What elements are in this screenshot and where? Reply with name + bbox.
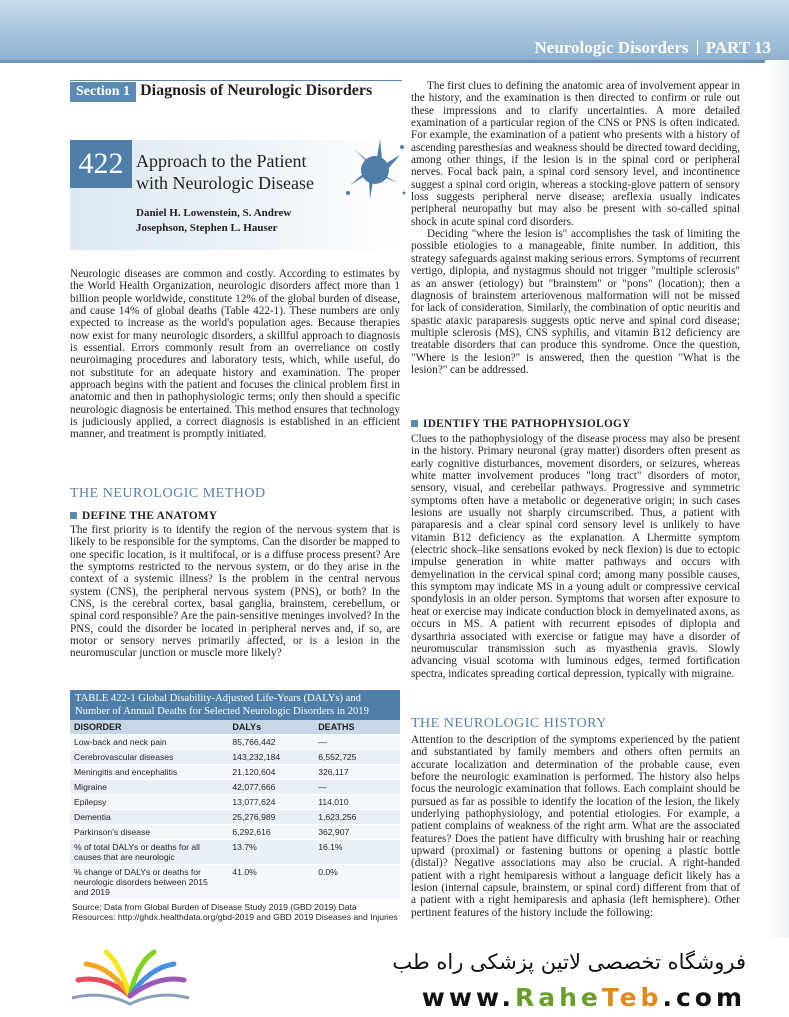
- cell-deaths: 16.1%: [314, 840, 400, 865]
- authors-line2: Josephson, Stephen L. Hauser: [136, 222, 278, 234]
- table-row: [70, 750, 400, 765]
- section-label: Section 1: [70, 82, 136, 102]
- cell-dalys: 42,077,666: [228, 780, 314, 795]
- col-header-deaths: DEATHS: [314, 720, 400, 735]
- chapter-title-line1: Approach to the Patient: [136, 151, 307, 171]
- cell-dalys: 21,120,604: [228, 765, 314, 780]
- page-header: [0, 0, 789, 60]
- table-row: [70, 780, 400, 795]
- cell-dalys: 6,292,616: [228, 825, 314, 840]
- chapter-title-line2: with Neurologic Disease: [136, 173, 314, 193]
- table-row: [70, 735, 400, 750]
- table-422-1: [70, 690, 400, 922]
- table-row: [70, 825, 400, 840]
- section-title: Diagnosis of Neurologic Disorders: [140, 82, 373, 99]
- anatomy-heading-text: DEFINE THE ANATOMY: [82, 510, 218, 522]
- cell-deaths: 6,552,725: [314, 750, 400, 765]
- table-row: [70, 840, 400, 865]
- cell-deaths: —: [314, 780, 400, 795]
- cell-dalys: 85,766,442: [228, 735, 314, 750]
- paragraph-where-lesion: Deciding "where the lesion is" accomplishes the task of limiting the possible etiologies to a manageable, finite number. In addition, this strategy safeguards against making serious errors. Symptoms of recurrent vertigo, diplopia, and nystagmus should not trigger "multiple sclerosis" as an answer (etiology) but "brainstem" or "pons" (location); then a diagnosis of brainstem arteriovenous malformation will not be missed for lack of consideration. Similarly, the combination of optic neuritis and spastic ataxic paraparesis suggests optic nerve and spinal cord disease; multiple sclerosis (MS), CNS syphilis, and vitamin B12 deficiency are treatable disorders that can produce this syndrome. Once the question, "Where is the lesion?" is answered, then the question "What is the lesion?" can be addressed.: [411, 228, 741, 376]
- running-header: [535, 38, 771, 58]
- anatomy-paragraph: The first priority is to identify the region of the nervous system that is likely to be responsible for the symptoms. Can the disorder be mapped to one specific location, is it multifocal, or is a diffuse process present? Are the symptoms restricted to the nervous system, or do they arise in the context of a systemic illness? Is the problem in the central nervous system (CNS), the peripheral nervous system (PNS), or both? In the CNS, is the cerebral cortex, basal ganglia, brainstem, cerebellum, or spinal cord responsible? Are the pain-sensitive meninges involved? In the PNS, could the disorder be located in peripheral nerves and, if so, are motor or sensory nerves primarily affected, or is a lesion in the neuromuscular junction or muscle more likely?: [70, 524, 400, 660]
- cell-dalys: 13,077,624: [228, 795, 314, 810]
- page-edge-shade: [765, 60, 789, 940]
- table-source-note: Source: Data from Global Burden of Disease Study 2019 (GBD 2019) Data Resources: http://ghdx.healthdata.org/gbd-2019 and GBD 2019 Diseases and Injuries: [72, 902, 398, 922]
- history-paragraph: Attention to the description of the symptoms experienced by the patient and substantiated by family members and others often permits an accurate localization and determination of the probable cause, even before the neurologic examination is performed. The history also helps focus the neurologic examination that follows. Each complaint should be pursued as far as possible to identify the location of the lesion, the likely underlying pathophysiology, and potential etiologies. For example, a patient complains of weakness of the right arm. What are the associated features? Does the patient have difficulty with brushing hair or reaching upward (proximal) or fastening buttons or opening a plastic bottle (distal)? Negative associations may also be crucial. A right-handed patient with a right hemiparesis without a language deficit likely has a lesion (internal capsule, brainstem, or spinal cord) different from that of a patient with a right hemiparesis and aphasia (left hemisphere). Other pertinent features of the history include the following:: [411, 734, 740, 919]
- history-heading: THE NEUROLOGIC HISTORY: [411, 716, 607, 731]
- cell-dalys: 41.0%: [228, 865, 314, 900]
- persian-store-name: فروشگاه تخصصی لاتین پزشکی راه طب: [392, 950, 746, 974]
- pathophysiology-paragraph: Clues to the pathophysiology of the disease process may also be present in the history. Primary neuronal (gray matter) disorders often present as early cognitive disturbances, movement disorders, or seizures, whereas white matter involvement produces "long tract" disorders of motor, sensory, visual, and cerebellar pathways. Progressive and symmetric symptoms often have a metabolic or degenerative origin; in such cases lesions are usually not sharply circumscribed. Thus, a patient with paraparesis and a clear spinal cord sensory level is unlikely to have vitamin B12 deficiency as the explanation. A Lhermitte symptom (electric shock–like sensations evoked by neck flexion) is due to ectopic impulse generation in white matter pathways and occurs with demyelination in the cervical spinal cord; among many possible causes, this symptom may indicate MS in a young adult or compressive cervical spondylosis in an older person. Symptoms that worsen after exposure to heat or exercise may indicate conduction block in demyelinated axons, as occurs in MS. A patient with recurrent episodes of diplopia and dysarthria associated with exercise or fatigue may have a disorder of neuromuscular transmission such as myasthenia gravis. Slowly advancing visual scotoma with luminous edges, termed fortification spectra, indicates spreading cortical depression, typically with migraine.: [411, 433, 740, 680]
- cell-disorder: Epilepsy: [70, 795, 228, 810]
- section-rule: [70, 80, 402, 81]
- cell-dalys: 13.7%: [228, 840, 314, 865]
- book-rainbow-logo: [68, 946, 193, 1010]
- url-prefix: www.: [421, 983, 515, 1012]
- anatomy-heading: [70, 510, 217, 522]
- url-teb: Teb: [601, 983, 663, 1012]
- cell-deaths: 1,623,256: [314, 810, 400, 825]
- url-suffix: .com: [662, 983, 746, 1012]
- cell-disorder: Low-back and neck pain: [70, 735, 228, 750]
- table-row: [70, 810, 400, 825]
- cell-disorder: Cerebrovascular diseases: [70, 750, 228, 765]
- cell-disorder: Meningitis and encephalitis: [70, 765, 228, 780]
- authors-line1: Daniel H. Lowenstein, S. Andrew: [136, 207, 292, 219]
- table-row: [70, 865, 400, 900]
- pathophysiology-heading: [411, 418, 631, 430]
- cell-dalys: 143,232,184: [228, 750, 314, 765]
- cell-disorder: Parkinson's disease: [70, 825, 228, 840]
- chapter-title: [136, 150, 314, 194]
- anatomy-paragraph-block: [70, 524, 400, 660]
- pathophysiology-block: [411, 433, 740, 680]
- paragraph-clues: The first clues to defining the anatomic area of involvement appear in the history, and the examination is then directed to confirm or rule out these impressions and to clarify uncertainties. A more detailed examination of a particular region of the CNS or PNS is often indicated. For example, the examination of a patient who presents with a history of ascending paresthesias and weakness should be directed toward deciding, among other things, if the lesion is in the spinal cord or peripheral nerves. Focal back pain, a spinal cord sensory level, and incontinence suggest a spinal cord origin, whereas a stocking-glove pattern of sensory loss suggests peripheral nerve disease; areflexia usually indicates peripheral neuropathy but may also be present with so-called spinal shock in acute spinal cord disorders.: [411, 80, 740, 228]
- intro-paragraph: Neurologic diseases are common and costly. According to estimates by the World Health Organization, neurologic disorders affect more than 1 billion people worldwide, constitute 12% of the global burden of disease, and cause 14% of global deaths (Table 422-1). These numbers are only expected to increase as the world's population ages. Because therapies now exist for many neurologic disorders, a skillful approach to diagnosis is essential. Errors commonly result from an overreliance on costly neuroimaging procedures and laboratory tests, which, while useful, do not substitute for an adequate history and examination. The proper approach begins with the patient and focuses the clinical problem first in anatomic and then in pathophysiologic terms; only then should a specific neurologic diagnosis be entertained. This method ensures that technology is judiciously applied, a correct diagnosis is established in an efficient manner, and treatment is promptly initiated.: [70, 268, 400, 441]
- url-rahe: Rahe: [514, 983, 602, 1012]
- col-header-dalys: DALYs: [228, 720, 314, 735]
- cell-deaths: 362,907: [314, 825, 400, 840]
- data-table: [70, 720, 400, 899]
- ink-splash-decoration: [340, 135, 410, 205]
- cell-disorder: % change of DALYs or deaths for neurologic disorders between 2015 and 2019: [70, 865, 228, 900]
- cell-disorder: Migraine: [70, 780, 228, 795]
- pathophysiology-heading-text: IDENTIFY THE PATHOPHYSIOLOGY: [423, 418, 631, 430]
- table-row: [70, 765, 400, 780]
- intro-paragraph-block: [70, 268, 400, 441]
- col-header-disorder: DISORDER: [70, 720, 228, 735]
- running-title: Neurologic Disorders: [534, 38, 689, 57]
- method-heading: THE NEUROLOGIC METHOD: [70, 486, 266, 501]
- cell-dalys: 25,276,989: [228, 810, 314, 825]
- cell-disorder: % of total DALYs or deaths for all causes that are neurologic: [70, 840, 228, 865]
- table-caption: TABLE 422-1 Global Disability-Adjusted Life-Years (DALYs) and Number of Annual Deaths for Selected Neurologic Disorders in 2019: [70, 690, 400, 720]
- right-column-top: [411, 80, 740, 376]
- store-url[interactable]: [396, 983, 746, 1012]
- history-block: [411, 734, 740, 936]
- cell-deaths: 0.0%: [314, 865, 400, 900]
- cell-disorder: Dementia: [70, 810, 228, 825]
- table-row: [70, 795, 400, 810]
- chapter-number: 422: [70, 140, 132, 188]
- header-rule: [0, 60, 789, 63]
- section-heading: [70, 82, 400, 102]
- cell-deaths: 114,010: [314, 795, 400, 810]
- part-label: PART 13: [705, 38, 771, 57]
- cell-deaths: 326,117: [314, 765, 400, 780]
- cell-deaths: —: [314, 735, 400, 750]
- chapter-authors: [136, 206, 291, 236]
